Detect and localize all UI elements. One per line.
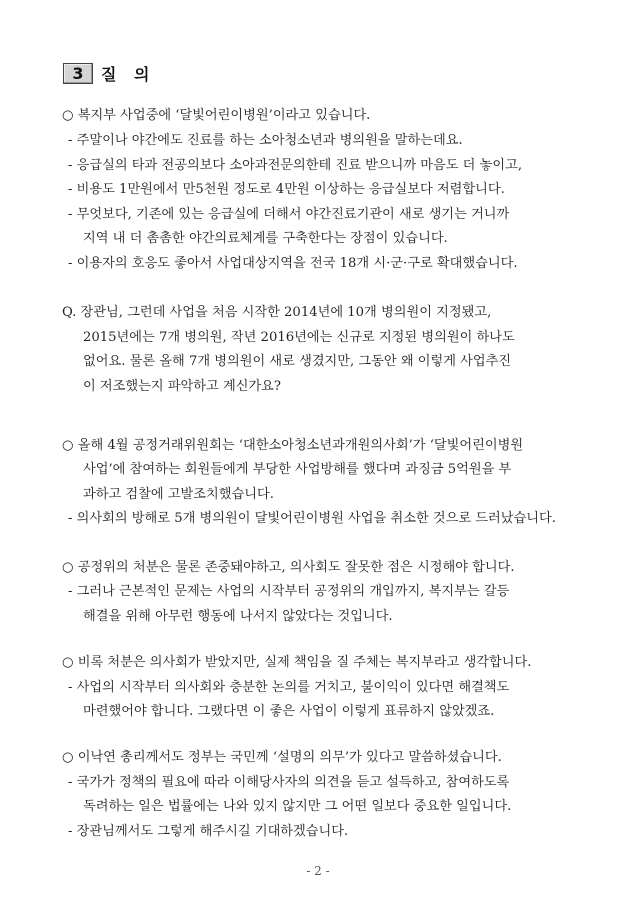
- bullet-line: ○ 이낙연 총리께서도 정부는 국민께 ‘설명의 의무’가 있다고 말씀하셨습니다.: [62, 750, 502, 765]
- page-number: - 2 -: [306, 864, 330, 878]
- dash-line: - 그러나 근본적인 문제는 사업의 시작부터 공정위의 개입까지, 복지부는 갈등: [68, 584, 510, 599]
- continuation-line: 이 저조했는지 파악하고 계신가요?: [83, 379, 281, 394]
- bullet-line: ○ 올해 4월 공정거래위원회는 ‘대한소아청소년과개원의사회’가 ‘달빛어린이병원: [62, 438, 524, 453]
- section-number-box: 3: [63, 63, 93, 84]
- continuation-line: 없어요. 물론 올해 7개 병의원이 새로 생겼지만, 그동안 왜 이렇게 사업추진: [83, 354, 512, 369]
- continuation-line: 사업’에 참여하는 회원들에게 부당한 사업방해를 했다며 과징금 5억원을 부: [83, 462, 512, 477]
- dash-line: - 비용도 1만원에서 만5천원 정도로 4만원 이상하는 응급실보다 저렴합니다.: [68, 182, 505, 197]
- dash-line: - 주말이나 야간에도 진료를 하는 소아청소년과 병의원을 말하는데요.: [68, 133, 463, 148]
- continuation-line: 마련했어야 합니다. 그랬다면 이 좋은 사업이 이렇게 표류하지 않았겠죠.: [83, 704, 495, 719]
- section-title: 질 의: [101, 64, 156, 84]
- bullet-line: ○ 복지부 사업중에 ‘달빛어린이병원’이라고 있습니다.: [62, 108, 371, 123]
- dash-line: - 의사회의 방해로 5개 병의원이 달빛어린이병원 사업을 취소한 것으로 드러났습니다.: [68, 511, 556, 526]
- section-header: [63, 62, 155, 84]
- continuation-line: 과하고 검찰에 고발조치했습니다.: [83, 487, 274, 502]
- bullet-line: ○ 비록 처분은 의사회가 받았지만, 실제 책임을 질 주체는 복지부라고 생각합니다.: [62, 655, 532, 670]
- dash-line: - 무엇보다, 기존에 있는 응급실에 더해서 야간진료기관이 새로 생기는 거니까: [68, 207, 510, 222]
- question-line: Q. 장관님, 그런데 사업을 처음 시작한 2014년에 10개 병의원이 지정됐고,: [62, 305, 492, 320]
- bullet-line: ○ 공정위의 처분은 물론 존중돼야하고, 의사회도 잘못한 점은 시정해야 합니다.: [62, 560, 515, 575]
- dash-line: - 사업의 시작부터 의사회와 충분한 논의를 거치고, 불이익이 있다면 해결책도: [68, 680, 510, 695]
- continuation-line: 지역 내 더 촘촘한 야간의료체계를 구축한다는 장점이 있습니다.: [83, 231, 448, 246]
- continuation-line: 해결을 위해 아무런 행동에 나서지 않았다는 것입니다.: [83, 609, 393, 624]
- continuation-line: 2015년에는 7개 병의원, 작년 2016년에는 신규로 지정된 병의원이 하나도: [83, 330, 515, 345]
- dash-line: - 응급실의 타과 전공의보다 소아과전문의한테 진료 받으니까 마음도 더 놓이고,: [68, 158, 523, 173]
- continuation-line: 독려하는 일은 법률에는 나와 있지 않지만 그 어떤 일보다 중요한 일입니다.: [83, 799, 512, 814]
- dash-line: - 국가가 정책의 필요에 따라 이해당사자의 의견을 듣고 설득하고, 참여하도록: [68, 775, 510, 790]
- dash-line: - 장관님께서도 그렇게 해주시길 기대하겠습니다.: [68, 824, 349, 839]
- dash-line: - 이용자의 호응도 좋아서 사업대상지역을 전국 18개 시·군·구로 확대했습니다.: [68, 256, 518, 271]
